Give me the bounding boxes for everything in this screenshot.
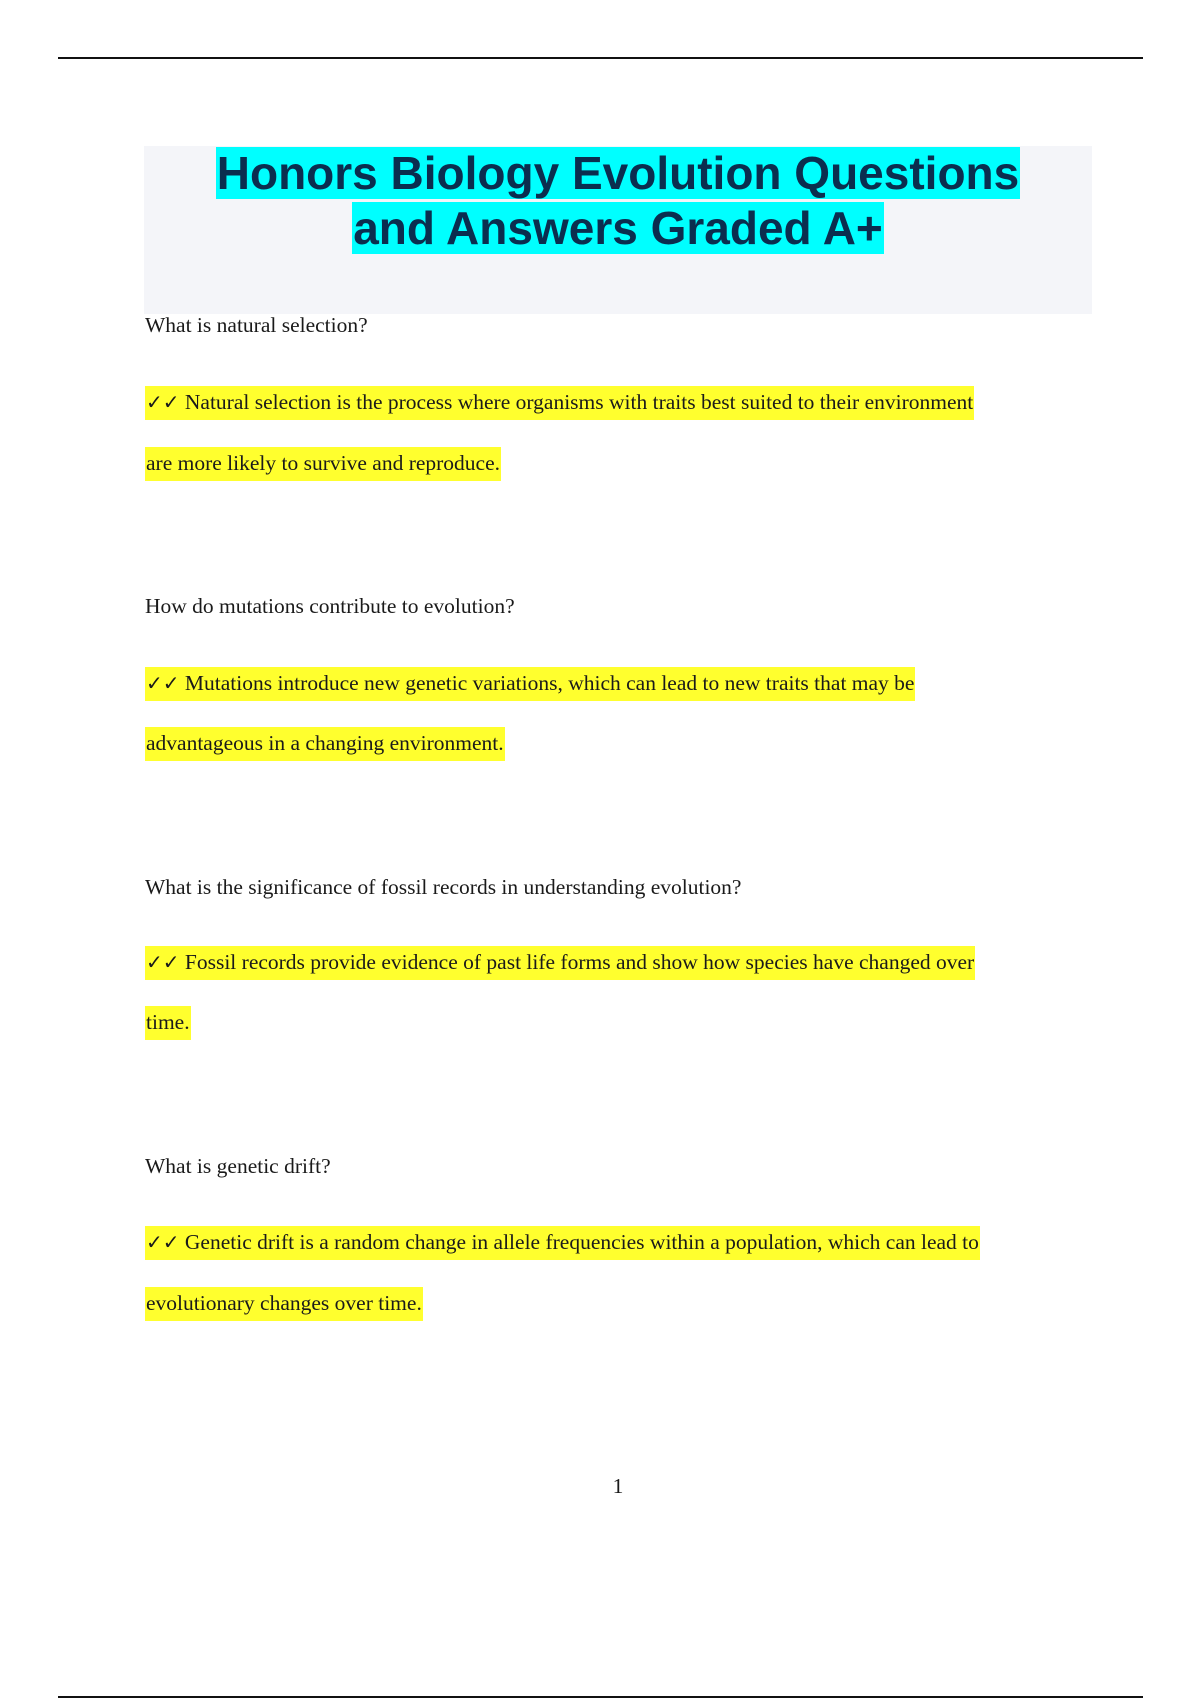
checkmark-icon: ✓✓ [146, 1230, 180, 1254]
header-rule [58, 57, 1143, 59]
question-4: What is genetic drift? [145, 1154, 331, 1178]
question-2: How do mutations contribute to evolution? [145, 594, 515, 618]
checkmark-icon: ✓✓ [146, 950, 180, 974]
page-number: 1 [612, 1474, 624, 1498]
answer-1-line-2: are more likely to survive and reproduce. [145, 450, 501, 476]
answer-4-line-1: ✓✓ Genetic drift is a random change in allele frequencies within a population, which can lead to [145, 1229, 980, 1255]
answer-3-line-1: ✓✓ Fossil records provide evidence of past life forms and show how species have changed over [145, 949, 975, 975]
checkmark-icon: ✓✓ [146, 390, 180, 414]
footer-rule [58, 1696, 1143, 1698]
title-line-2: and Answers Graded A+ [353, 202, 883, 254]
answer-1-line-1: ✓✓ Natural selection is the process where organisms with traits best suited to their environment [145, 389, 974, 415]
answer-2-line-1: ✓✓ Mutations introduce new genetic variations, which can lead to new traits that may be [145, 670, 915, 696]
checkmark-icon: ✓✓ [146, 671, 180, 695]
answer-4-line-2: evolutionary changes over time. [145, 1290, 423, 1316]
question-1: What is natural selection? [145, 313, 368, 337]
title-line-1: Honors Biology Evolution Questions [216, 147, 1020, 199]
answer-3-line-2: time. [145, 1009, 191, 1035]
answer-2-line-2: advantageous in a changing environment. [145, 730, 505, 756]
question-3: What is the significance of fossil records in understanding evolution? [145, 875, 742, 899]
